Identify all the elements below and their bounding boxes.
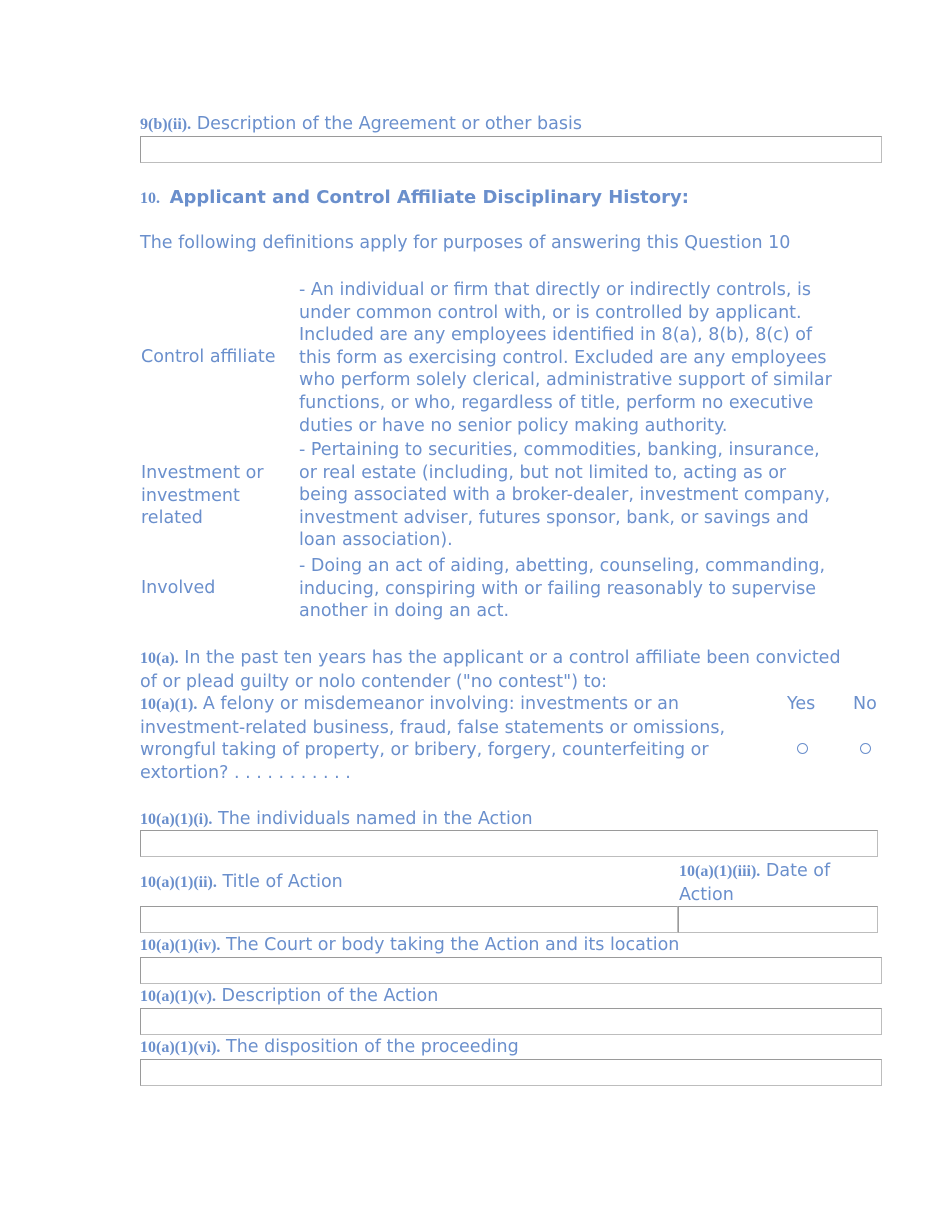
field-ii-number: 10(a)(1)(ii). (140, 874, 217, 891)
field-v-label (140, 986, 438, 1006)
def-line: duties or have no senior policy making authority. (299, 415, 728, 436)
field-vi-input[interactable] (140, 1059, 882, 1086)
field-iv-number: 10(a)(1)(iv). (140, 937, 221, 954)
q10a1-line: investment-related business, fraud, false statements or omissions, (140, 717, 726, 738)
q10-number: 10. (140, 190, 160, 207)
field-iv-text: The Court or body taking the Action and its location (226, 935, 680, 955)
def-line: who perform solely clerical, administrative support of similar (299, 370, 832, 391)
q9bii-number: 9(b)(ii). (140, 116, 192, 133)
def-term-line: investment (141, 485, 240, 506)
q10a1-question (140, 693, 780, 784)
def-line: Included are any employees identified in 8(a), 8(b), 8(c) of (299, 325, 813, 346)
field-v-number: 10(a)(1)(v). (140, 988, 216, 1005)
yes-label: Yes (787, 694, 816, 714)
def-line: being associated with a broker-dealer, investment company, (299, 485, 831, 506)
no-label: No (853, 694, 877, 714)
def-line: investment adviser, futures sponsor, bank, or savings and (299, 507, 809, 528)
q9bii-input[interactable] (140, 136, 882, 163)
field-iii-label (679, 860, 879, 906)
def-line: - An individual or firm that directly or indirectly controls, is (299, 280, 812, 300)
q10a-text (140, 647, 920, 693)
no-radio[interactable] (860, 743, 871, 754)
def-line: another in doing an act. (299, 601, 510, 622)
field-i-number: 10(a)(1)(i). (140, 811, 213, 828)
field-iv-input[interactable] (140, 957, 882, 984)
q10a-line: of or plead guilty or nolo contender ("no contest") to: (140, 671, 608, 692)
q10-title: Applicant and Control Affiliate Disciplinary History: (169, 187, 689, 208)
q10a1-number: 10(a)(1). (140, 696, 198, 713)
field-iii-text: Action (679, 884, 734, 905)
q9bii-label (140, 114, 582, 134)
def-term-involved: Involved (141, 578, 216, 598)
def-term-investment-related (141, 462, 264, 530)
field-iv-label (140, 935, 679, 955)
def-line: inducing, conspiring with or failing reasonably to supervise (299, 578, 817, 599)
field-ii-label (140, 872, 343, 892)
q10-heading (140, 187, 689, 208)
field-v-text: Description of the Action (221, 986, 439, 1006)
field-i-text: The individuals named in the Action (218, 809, 533, 829)
field-vi-label (140, 1037, 519, 1057)
def-line: functions, or who, regardless of title, perform no executive (299, 392, 814, 413)
q10a-line: In the past ten years has the applicant or a control affiliate been convicted (184, 648, 841, 668)
q10a-number: 10(a). (140, 650, 179, 667)
field-ii-text: Title of Action (222, 872, 343, 892)
field-i-label (140, 809, 533, 829)
field-v-input[interactable] (140, 1008, 882, 1035)
def-term-line: Investment or (141, 463, 264, 483)
def-desc-investment-related (299, 439, 899, 552)
q10a1-line: A felony or misdemeanor involving: investments or an (202, 694, 679, 714)
def-line: loan association). (299, 530, 453, 551)
def-line: under common control with, or is controlled by applicant. (299, 302, 802, 323)
def-term-control-affiliate: Control affiliate (141, 347, 276, 367)
yes-radio[interactable] (797, 743, 808, 754)
def-desc-involved (299, 555, 899, 623)
def-line: or real estate (including, but not limited to, acting as or (299, 462, 787, 483)
field-i-input[interactable] (140, 830, 878, 857)
q9bii-text: Description of the Agreement or other basis (196, 114, 582, 134)
field-vi-number: 10(a)(1)(vi). (140, 1039, 221, 1056)
field-iii-input[interactable] (678, 906, 878, 933)
def-line: - Doing an act of aiding, abetting, counseling, commanding, (299, 556, 826, 576)
q10-intro: The following definitions apply for purposes of answering this Question 10 (140, 233, 791, 253)
def-line: this form as exercising control. Excluded are any employees (299, 347, 827, 368)
field-vi-text: The disposition of the proceeding (226, 1037, 519, 1057)
def-line: - Pertaining to securities, commodities, banking, insurance, (299, 440, 820, 460)
q10a1-line: wrongful taking of property, or bribery, forgery, counterfeiting or (140, 740, 709, 761)
q10a1-line: extortion? . . . . . . . . . . . (140, 762, 351, 783)
field-iii-text: Date of (765, 861, 831, 881)
def-term-line: related (141, 508, 203, 529)
field-iii-number: 10(a)(1)(iii). (679, 863, 761, 880)
field-ii-input[interactable] (140, 906, 678, 933)
def-desc-control-affiliate (299, 279, 899, 437)
